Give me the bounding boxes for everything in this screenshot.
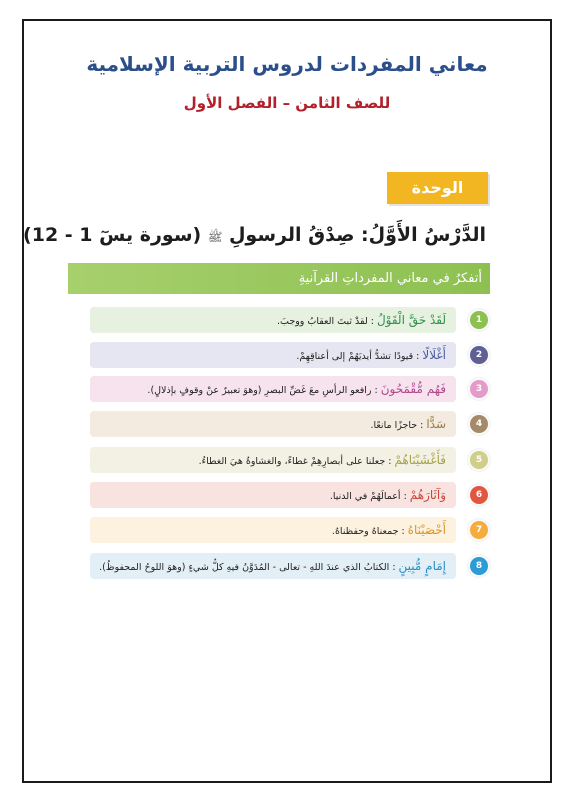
vocab-item [90,482,490,508]
vocab-word: أَحْصَيْنَاهُ [407,523,446,537]
vocab-number-badge: 8 [470,557,488,575]
lesson-title-text: الدَّرْسُ الأَوَّلُ: صِدْقُ الرسولِ [228,224,486,246]
vocab-box: أَحْصَيْنَاهُ:جمعناهُ وحفظناهُ. [90,517,456,543]
lesson-title [23,224,486,247]
vocab-word: فَأَغْشَيْنَاهُمْ [394,453,446,467]
vocab-meaning: أعمالَهُمْ في الدنيا. [329,491,401,502]
vocab-item [90,517,490,543]
vocab-meaning: لقدْ ثبتَ العقابُ ووجبَ. [276,316,368,327]
vocab-item [90,411,490,437]
vocab-number-badge: 4 [470,415,488,433]
vocab-word: سَدًّا [426,417,446,431]
vocab-item [90,342,490,368]
vocab-meaning: حاجزًا مانعًا. [370,420,418,431]
vocab-box: فَأَغْشَيْنَاهُمْ:جعلنا على أبصارِهِمْ غطاءً، والغشاوةُ هيَ الغطاءُ. [90,447,456,473]
vocab-box: أَغْلَالًا:قيودًا تشدُّ أيديَهُمْ إلى أعناقِهِمْ. [90,342,456,368]
section-header: أتفكرُ في معاني المفرداتِ القرآنيةِ [68,263,490,294]
vocab-meaning: قيودًا تشدُّ أيديَهُمْ إلى أعناقِهِمْ. [296,351,414,362]
vocab-item [90,376,490,402]
lesson-surah: (سورة يسٓ 1 - 12) [23,224,202,246]
vocab-box: فَهُم مُّقْمَحُونَ:رافعو الرأسِ معَ غَضِّ البصرِ (وهوَ تعبيرٌ عنْ وقوفٍ بإذلالٍ). [90,376,456,402]
vocab-item [90,307,490,333]
vocab-box: سَدًّا:حاجزًا مانعًا. [90,411,456,437]
page-title: معاني المفردات لدروس التربية الإسلامية [86,52,488,76]
honorific-symbol: ﷺ [207,230,223,244]
vocab-number-badge: 3 [470,380,488,398]
vocab-word: أَغْلَالًا [422,348,446,362]
vocab-word: إِمَامٍ مُّبِينٍ [398,559,446,573]
vocab-number-badge: 2 [470,346,488,364]
vocab-number-badge: 1 [470,311,488,329]
vocab-word: فَهُم مُّقْمَحُونَ [380,382,446,396]
vocab-number-badge: 5 [470,451,488,469]
vocab-meaning: جمعناهُ وحفظناهُ. [331,526,399,537]
vocab-box: لَقَدْ حَقَّ الْقَوْلُ:لقدْ ثبتَ العقابُ ووجبَ. [90,307,456,333]
vocab-item [90,553,490,579]
vocab-box: إِمَامٍ مُّبِينٍ:الكتابُ الذي عندَ اللهِ - تعالى - المُدَوَّنُ فيهِ كلُّ شيءٍ (وهوَ اللوحُ المحفوظُ). [90,553,456,579]
vocab-number-badge: 6 [470,486,488,504]
vocab-meaning: جعلنا على أبصارِهِمْ غطاءً، والغشاوةُ هيَ الغطاءُ. [198,456,386,467]
vocab-meaning: الكتابُ الذي عندَ اللهِ - تعالى - المُدَوَّنُ فيهِ كلُّ شيءٍ (وهوَ اللوحُ المحفوظُ). [99,562,390,573]
vocab-meaning: رافعو الرأسِ معَ غَضِّ البصرِ (وهوَ تعبيرٌ عنْ وقوفٍ بإذلالٍ). [147,385,372,396]
unit-badge: الوحدة الأولى [387,172,488,204]
vocab-item [90,447,490,473]
vocab-number-badge: 7 [470,521,488,539]
vocab-word: لَقَدْ حَقَّ الْقَوْلُ [376,313,446,327]
page-subtitle: للصف الثامن – الفصل الأول [183,94,391,112]
vocab-word: وَآثَارَهُمْ [409,488,446,502]
vocab-box: وَآثَارَهُمْ:أعمالَهُمْ في الدنيا. [90,482,456,508]
